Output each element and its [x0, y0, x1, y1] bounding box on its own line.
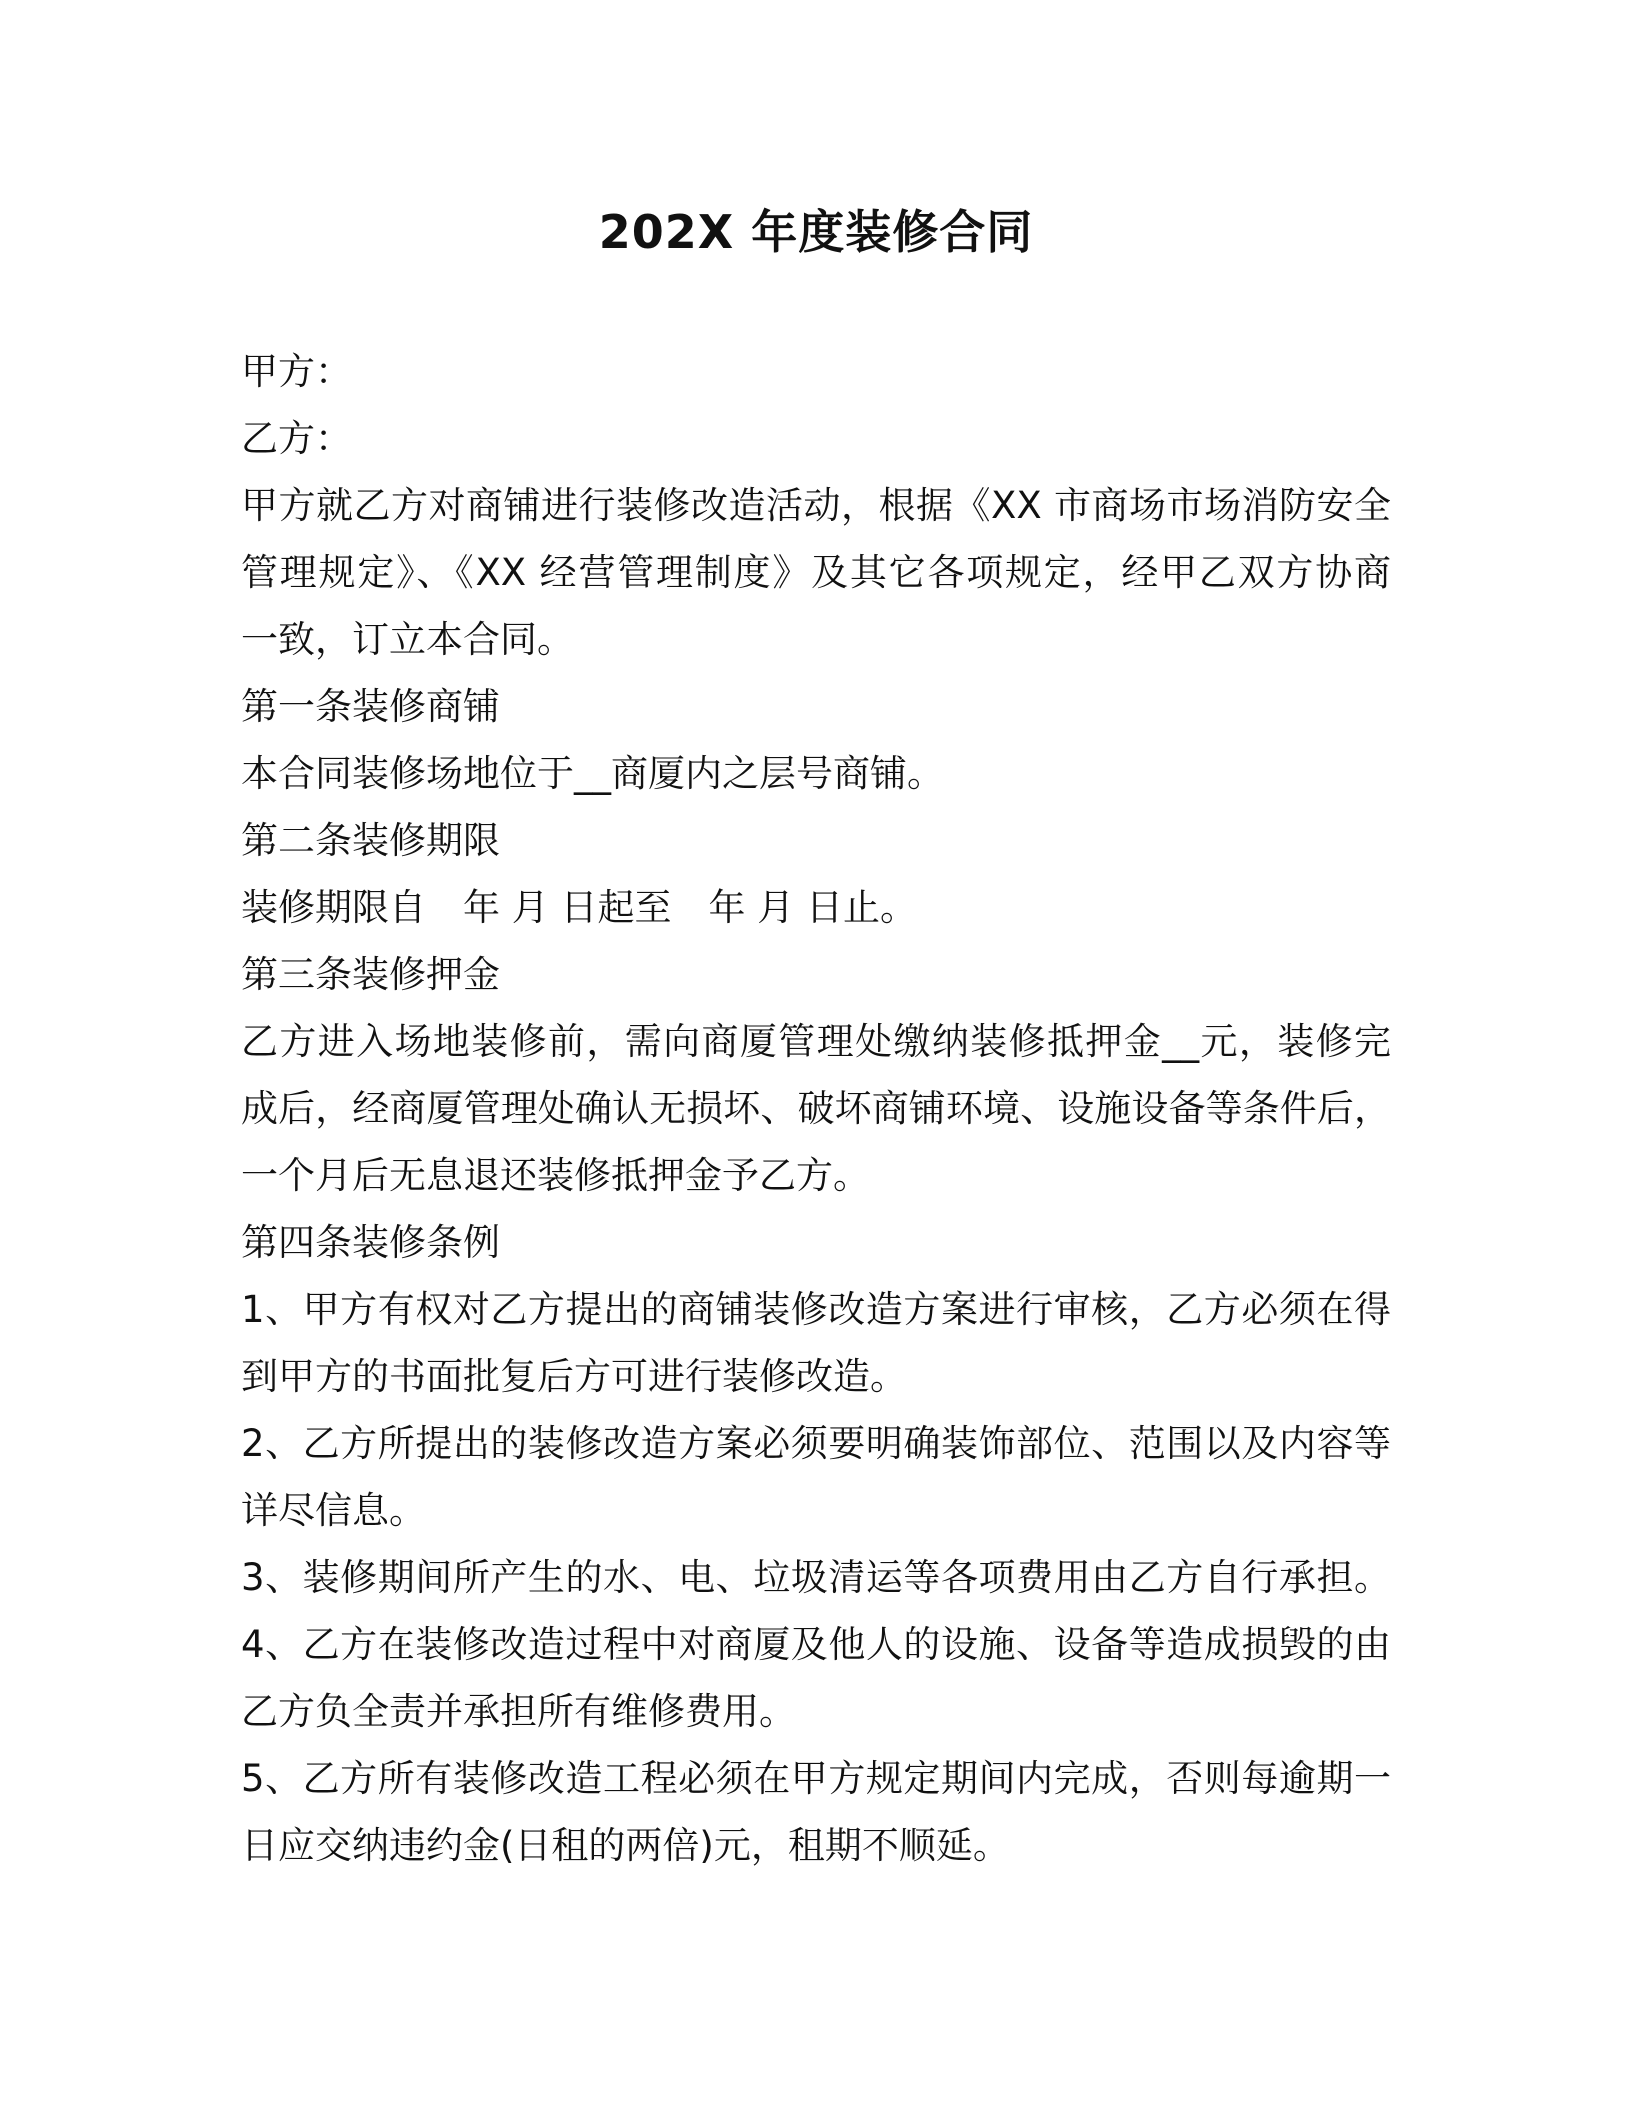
- document-title: 202X 年度装修合同: [598, 205, 1034, 259]
- article-text: 一个月后无息退还装修抵押金予乙方。: [241, 1154, 870, 1197]
- document-body: [241, 338, 1391, 1879]
- article-heading: 第四条装修条例: [241, 1221, 500, 1264]
- preamble-line: 管理规定》、《XX 经营管理制度》及其它各项规定，经甲乙双方协商: [241, 551, 1391, 594]
- party-b-line: 乙方：: [241, 417, 352, 460]
- clause-line: 2、乙方所提出的装修改造方案必须要明确装饰部位、范围以及内容等: [241, 1422, 1391, 1465]
- clause-line: 详尽信息。: [241, 1489, 426, 1532]
- article-text: 装修期限自 年 月 日起至 年 月 日止。: [241, 886, 918, 929]
- article-text: 乙方进入场地装修前，需向商厦管理处缴纳装修抵押金__元，装修完: [241, 1020, 1391, 1063]
- article-text: 本合同装修场地位于__商厦内之层号商铺。: [241, 752, 944, 795]
- clause-line: 3、装修期间所产生的水、电、垃圾清运等各项费用由乙方自行承担。: [241, 1556, 1391, 1599]
- clause-line: 日应交纳违约金(日租的两倍)元，租期不顺延。: [241, 1824, 1010, 1867]
- party-a-line: 甲方：: [241, 350, 352, 393]
- article-text: 成后，经商厦管理处确认无损坏、破坏商铺环境、设施设备等条件后，: [241, 1087, 1391, 1130]
- clause-line: 5、乙方所有装修改造工程必须在甲方规定期间内完成，否则每逾期一: [241, 1757, 1391, 1800]
- article-heading: 第一条装修商铺: [241, 685, 500, 728]
- clause-line: 4、乙方在装修改造过程中对商厦及他人的设施、设备等造成损毁的由: [241, 1623, 1391, 1666]
- clause-line: 1、甲方有权对乙方提出的商铺装修改造方案进行审核，乙方必须在得: [241, 1288, 1391, 1331]
- article-heading: 第三条装修押金: [241, 953, 500, 996]
- clause-line: 到甲方的书面批复后方可进行装修改造。: [241, 1355, 907, 1398]
- article-heading: 第二条装修期限: [241, 819, 500, 862]
- preamble-line: 甲方就乙方对商铺进行装修改造活动，根据《XX 市商场市场消防安全: [241, 484, 1391, 527]
- clause-line: 乙方负全责并承担所有维修费用。: [241, 1690, 796, 1733]
- preamble-line: 一致，订立本合同。: [241, 618, 574, 661]
